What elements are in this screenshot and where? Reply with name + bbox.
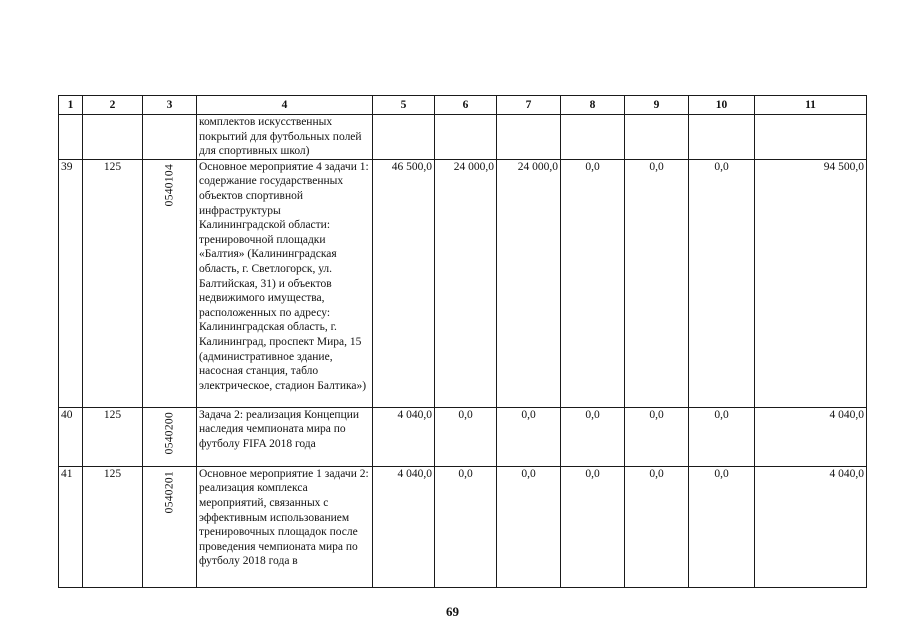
ministry-code-cell: 125 <box>83 466 143 587</box>
col-header: 2 <box>83 96 143 115</box>
budget-table <box>58 95 867 588</box>
value-cell: 4 040,0 <box>373 407 435 466</box>
program-code-cell <box>143 115 197 160</box>
description-cell: Основное мероприятие 1 задачи 2: реализация комплекса мероприятий, связанных с эффективным использованием тренировочных площадок после проведения чемпионата мира по футболу 2018 года в <box>197 466 373 587</box>
col-header: 11 <box>755 96 867 115</box>
ministry-code-cell: 125 <box>83 159 143 407</box>
value-cell: 0,0 <box>689 466 755 587</box>
col-header: 4 <box>197 96 373 115</box>
value-cell: 24 000,0 <box>497 159 561 407</box>
table-row <box>59 407 867 466</box>
table-row <box>59 466 867 587</box>
value-cell <box>497 115 561 160</box>
row-number-cell <box>59 115 83 160</box>
value-cell <box>625 115 689 160</box>
col-header: 8 <box>561 96 625 115</box>
col-header: 6 <box>435 96 497 115</box>
value-cell: 0,0 <box>435 407 497 466</box>
value-cell <box>561 115 625 160</box>
program-code: 0540201 <box>163 470 176 514</box>
total-cell <box>755 115 867 160</box>
value-cell: 0,0 <box>497 407 561 466</box>
value-cell: 0,0 <box>689 407 755 466</box>
value-cell: 0,0 <box>625 159 689 407</box>
value-cell: 0,0 <box>435 466 497 587</box>
row-number-cell: 39 <box>59 159 83 407</box>
value-cell: 0,0 <box>561 159 625 407</box>
header-row <box>59 96 867 115</box>
table-row <box>59 115 867 160</box>
value-cell: 46 500,0 <box>373 159 435 407</box>
col-header: 3 <box>143 96 197 115</box>
col-header: 9 <box>625 96 689 115</box>
col-header: 7 <box>497 96 561 115</box>
total-cell: 94 500,0 <box>755 159 867 407</box>
ministry-code-cell <box>83 115 143 160</box>
value-cell <box>373 115 435 160</box>
page-number: 69 <box>446 604 459 619</box>
value-cell: 0,0 <box>625 407 689 466</box>
program-code-cell <box>143 407 197 466</box>
description-cell: Основное мероприятие 4 задачи 1: содержание государственных объектов спортивной инфраструктуры Калининградской области: тренировочной площадки «Балтия» (Калининградская область, г. Светлогорск, ул. Балтийская, 31) и объектов недвижимого имущества, расположенных по адресу: Калининградская область, г. Калининград, проспект Мира, 15 (административное здание, насосная станция, табло электрическое, стадион Балтика») <box>197 159 373 407</box>
ministry-code-cell: 125 <box>83 407 143 466</box>
row-number-cell: 41 <box>59 466 83 587</box>
description-cell: Задача 2: реализация Концепции наследия чемпионата мира по футболу FIFA 2018 года <box>197 407 373 466</box>
value-cell: 0,0 <box>561 407 625 466</box>
value-cell: 4 040,0 <box>373 466 435 587</box>
value-cell: 0,0 <box>497 466 561 587</box>
col-header: 10 <box>689 96 755 115</box>
col-header: 5 <box>373 96 435 115</box>
table-row <box>59 159 867 407</box>
program-code-cell <box>143 159 197 407</box>
program-code: 0540104 <box>163 163 176 207</box>
value-cell: 0,0 <box>625 466 689 587</box>
value-cell: 0,0 <box>561 466 625 587</box>
value-cell: 24 000,0 <box>435 159 497 407</box>
program-code-cell <box>143 466 197 587</box>
description-cell: комплектов искусственных покрытий для футбольных полей для спортивных школ) <box>197 115 373 160</box>
program-code: 0540200 <box>163 411 176 455</box>
total-cell: 4 040,0 <box>755 466 867 587</box>
value-cell: 0,0 <box>689 159 755 407</box>
total-cell: 4 040,0 <box>755 407 867 466</box>
row-number-cell: 40 <box>59 407 83 466</box>
value-cell <box>435 115 497 160</box>
value-cell <box>689 115 755 160</box>
col-header: 1 <box>59 96 83 115</box>
